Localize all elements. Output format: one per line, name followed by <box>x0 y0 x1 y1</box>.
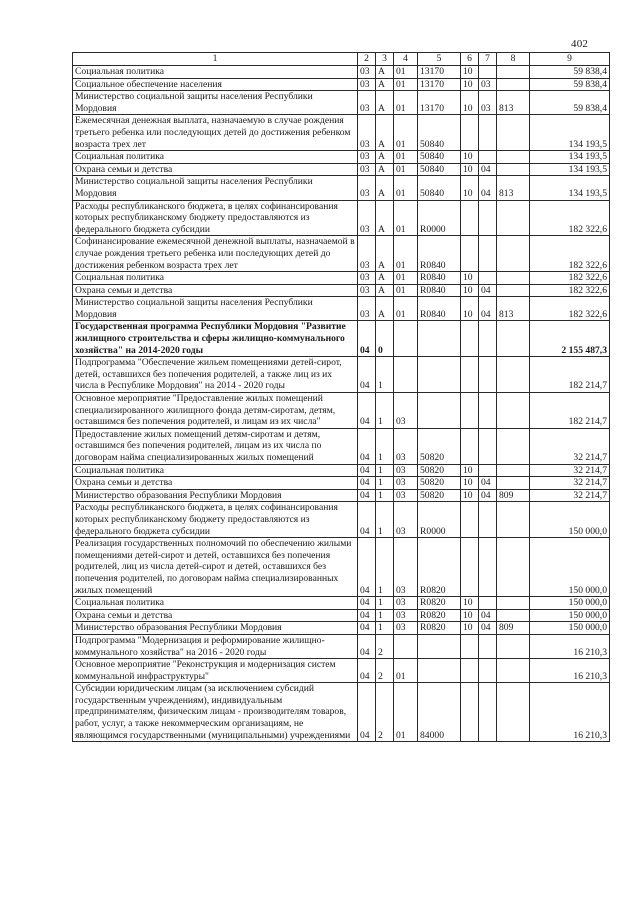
code-cell <box>461 236 479 272</box>
table-row <box>73 200 610 236</box>
code-cell: 04 <box>479 622 497 635</box>
code-cell: 01 <box>394 151 418 164</box>
amount-cell: 59 838,4 <box>530 91 610 115</box>
code-cell: А <box>376 297 394 321</box>
code-cell: 10 <box>461 176 479 200</box>
code-cell: 04 <box>358 321 376 357</box>
code-cell: 10 <box>461 91 479 115</box>
code-cell <box>479 272 497 285</box>
code-cell: А <box>376 66 394 79</box>
row-name-cell: Министерство образования Республики Мордовия <box>73 622 358 635</box>
code-cell: 04 <box>479 489 497 502</box>
amount-cell: 16 210,3 <box>530 634 610 658</box>
column-header: 8 <box>497 53 530 66</box>
row-name-cell: Министерство социальной защиты населения Республики Мордовия <box>73 91 358 115</box>
code-cell: 2 <box>376 634 394 658</box>
amount-cell: 182 214,7 <box>530 357 610 393</box>
code-cell: 03 <box>394 597 418 610</box>
code-cell <box>497 393 530 429</box>
code-cell: R0820 <box>418 622 461 635</box>
code-cell <box>461 357 479 393</box>
code-cell <box>461 683 479 742</box>
row-name-cell: Охрана семьи и детства <box>73 609 358 622</box>
header-row <box>73 53 610 66</box>
code-cell: 10 <box>461 609 479 622</box>
code-cell <box>497 163 530 176</box>
table-row <box>73 393 610 429</box>
amount-cell: 150 000,0 <box>530 538 610 597</box>
code-cell <box>497 634 530 658</box>
code-cell: 03 <box>358 151 376 164</box>
code-cell: 13170 <box>418 66 461 79</box>
amount-cell: 182 322,6 <box>530 200 610 236</box>
table-row <box>73 464 610 477</box>
code-cell: 01 <box>394 659 418 683</box>
code-cell: 50840 <box>418 163 461 176</box>
code-cell: 03 <box>358 176 376 200</box>
code-cell: 03 <box>358 236 376 272</box>
code-cell <box>394 634 418 658</box>
page-number: 402 <box>571 38 589 50</box>
table-row <box>73 477 610 490</box>
code-cell <box>461 321 479 357</box>
code-cell <box>497 683 530 742</box>
table-row <box>73 91 610 115</box>
code-cell: 03 <box>394 538 418 597</box>
code-cell: 03 <box>358 200 376 236</box>
code-cell <box>479 538 497 597</box>
column-header: 6 <box>461 53 479 66</box>
amount-cell: 32 214,7 <box>530 477 610 490</box>
table-header <box>73 53 610 66</box>
column-header: 5 <box>418 53 461 66</box>
code-cell: R0820 <box>418 609 461 622</box>
amount-cell: 150 000,0 <box>530 502 610 538</box>
code-cell: 04 <box>358 464 376 477</box>
amount-cell: 134 193,5 <box>530 176 610 200</box>
code-cell: 01 <box>394 297 418 321</box>
row-name-cell: Ежемесячная денежная выплата, назначаемую в случае рождения третьего ребенка или последующих детей до достижения ребенком возраста трех лет <box>73 115 358 151</box>
code-cell <box>497 464 530 477</box>
budget-table <box>72 52 610 742</box>
row-name-cell: Министерство образования Республики Мордовия <box>73 489 358 502</box>
code-cell <box>479 151 497 164</box>
column-header: 7 <box>479 53 497 66</box>
table-row <box>73 176 610 200</box>
row-name-cell: Государственная программа Республики Мордовия "Развитие жилищного строительства и сферы жилищно-коммунального хозяйства" на 2014-2020 годы <box>73 321 358 357</box>
amount-cell: 32 214,7 <box>530 464 610 477</box>
code-cell: 04 <box>358 659 376 683</box>
code-cell: 50820 <box>418 428 461 464</box>
code-cell: 10 <box>461 163 479 176</box>
amount-cell: 59 838,4 <box>530 78 610 91</box>
code-cell: 01 <box>394 163 418 176</box>
row-name-cell: Охрана семьи и детства <box>73 477 358 490</box>
row-name-cell: Социальное обеспечение населения <box>73 78 358 91</box>
code-cell: 1 <box>376 502 394 538</box>
code-cell <box>479 464 497 477</box>
table-row <box>73 683 610 742</box>
code-cell: 1 <box>376 609 394 622</box>
code-cell <box>479 236 497 272</box>
code-cell <box>479 321 497 357</box>
code-cell <box>479 597 497 610</box>
column-header: 1 <box>73 53 358 66</box>
code-cell: 2 <box>376 683 394 742</box>
row-name-cell: Основное мероприятие "Предоставление жилых помещений специализированного жилищного фонда детям-сиротам, детям, оставшимся без попечения родителей, и лицам из их числа" <box>73 393 358 429</box>
table-row <box>73 622 610 635</box>
table-row <box>73 609 610 622</box>
row-name-cell: Расходы республиканского бюджета, в целях софинансирования которых республиканскому бюджету предоставляются из федерального бюджета субсидии <box>73 200 358 236</box>
code-cell <box>418 357 461 393</box>
code-cell <box>497 151 530 164</box>
code-cell <box>394 321 418 357</box>
table-row <box>73 357 610 393</box>
code-cell <box>497 428 530 464</box>
table-row <box>73 151 610 164</box>
code-cell: 03 <box>358 297 376 321</box>
code-cell <box>497 609 530 622</box>
row-name-cell: Подпрограмма "Модернизация и реформирование жилищно-коммунального хозяйства" на 2016 - 2020 годы <box>73 634 358 658</box>
code-cell <box>497 236 530 272</box>
table-row <box>73 78 610 91</box>
code-cell: 03 <box>358 272 376 285</box>
table-row <box>73 284 610 297</box>
code-cell: 10 <box>461 464 479 477</box>
code-cell: 13170 <box>418 78 461 91</box>
amount-cell: 2 155 487,3 <box>530 321 610 357</box>
code-cell: 50820 <box>418 477 461 490</box>
row-name-cell: Софинансирование ежемесячной денежной выплаты, назначаемой в случае рождения третьего ребенка или последующих детей до достижения ребенком возраста трех лет <box>73 236 358 272</box>
amount-cell: 32 214,7 <box>530 489 610 502</box>
code-cell: 03 <box>394 393 418 429</box>
code-cell: R0840 <box>418 284 461 297</box>
table-row <box>73 597 610 610</box>
code-cell <box>461 115 479 151</box>
code-cell <box>479 393 497 429</box>
row-name-cell: Социальная политика <box>73 66 358 79</box>
code-cell: 03 <box>394 428 418 464</box>
code-cell <box>418 659 461 683</box>
code-cell <box>497 538 530 597</box>
row-name-cell: Охрана семьи и детства <box>73 163 358 176</box>
code-cell: А <box>376 78 394 91</box>
code-cell: 03 <box>394 489 418 502</box>
code-cell: 03 <box>479 78 497 91</box>
code-cell: 03 <box>358 78 376 91</box>
code-cell: А <box>376 91 394 115</box>
code-cell: 1 <box>376 489 394 502</box>
code-cell: А <box>376 272 394 285</box>
code-cell <box>394 357 418 393</box>
code-cell: 01 <box>394 200 418 236</box>
code-cell <box>479 502 497 538</box>
code-cell <box>497 321 530 357</box>
code-cell: 04 <box>358 477 376 490</box>
code-cell: R0840 <box>418 297 461 321</box>
table-row <box>73 659 610 683</box>
code-cell: 04 <box>479 284 497 297</box>
code-cell: 03 <box>394 502 418 538</box>
row-name-cell: Социальная политика <box>73 151 358 164</box>
amount-cell: 32 214,7 <box>530 428 610 464</box>
column-header: 4 <box>394 53 418 66</box>
code-cell <box>461 659 479 683</box>
code-cell <box>479 659 497 683</box>
code-cell: 01 <box>394 272 418 285</box>
table-row <box>73 297 610 321</box>
code-cell: R0000 <box>418 502 461 538</box>
code-cell: 1 <box>376 538 394 597</box>
code-cell: 01 <box>394 176 418 200</box>
code-cell: 04 <box>358 502 376 538</box>
amount-cell: 134 193,5 <box>530 151 610 164</box>
code-cell: 04 <box>358 597 376 610</box>
code-cell: 04 <box>479 609 497 622</box>
code-cell <box>461 428 479 464</box>
code-cell <box>479 634 497 658</box>
table-row <box>73 66 610 79</box>
code-cell: А <box>376 151 394 164</box>
amount-cell: 182 322,6 <box>530 297 610 321</box>
code-cell <box>479 66 497 79</box>
code-cell: А <box>376 176 394 200</box>
code-cell: 03 <box>394 622 418 635</box>
code-cell: 0 <box>376 321 394 357</box>
row-name-cell: Основное мероприятие "Реконструкция и модернизация систем коммунальной инфраструктуры" <box>73 659 358 683</box>
code-cell: 04 <box>479 297 497 321</box>
code-cell: 04 <box>479 477 497 490</box>
code-cell: 84000 <box>418 683 461 742</box>
row-name-cell: Министерство социальной защиты населения Республики Мордовия <box>73 176 358 200</box>
code-cell <box>479 357 497 393</box>
code-cell <box>461 200 479 236</box>
code-cell: 1 <box>376 464 394 477</box>
row-name-cell: Предоставление жилых помещений детям-сиротам и детям, оставшимся без попечения родителей, лицам из их числа по договорам найма специализированных жилых помещений <box>73 428 358 464</box>
code-cell: 04 <box>358 634 376 658</box>
code-cell <box>461 538 479 597</box>
row-name-cell: Социальная политика <box>73 464 358 477</box>
code-cell <box>497 659 530 683</box>
table-row <box>73 163 610 176</box>
code-cell: 50840 <box>418 176 461 200</box>
code-cell <box>461 634 479 658</box>
amount-cell: 182 322,6 <box>530 236 610 272</box>
code-cell: 01 <box>394 66 418 79</box>
code-cell: R0840 <box>418 236 461 272</box>
amount-cell: 182 322,6 <box>530 272 610 285</box>
code-cell: 809 <box>497 489 530 502</box>
amount-cell: 150 000,0 <box>530 609 610 622</box>
amount-cell: 16 210,3 <box>530 683 610 742</box>
code-cell: А <box>376 200 394 236</box>
code-cell: А <box>376 284 394 297</box>
code-cell: 01 <box>394 236 418 272</box>
code-cell: 10 <box>461 151 479 164</box>
code-cell: 813 <box>497 91 530 115</box>
code-cell: А <box>376 115 394 151</box>
code-cell: 10 <box>461 284 479 297</box>
code-cell: R0000 <box>418 200 461 236</box>
code-cell: 813 <box>497 176 530 200</box>
code-cell: 813 <box>497 297 530 321</box>
code-cell: 10 <box>461 597 479 610</box>
code-cell: 10 <box>461 477 479 490</box>
code-cell: 04 <box>358 489 376 502</box>
code-cell <box>479 115 497 151</box>
code-cell <box>497 66 530 79</box>
column-header: 2 <box>358 53 376 66</box>
code-cell: 03 <box>358 284 376 297</box>
code-cell: R0820 <box>418 538 461 597</box>
code-cell <box>497 477 530 490</box>
table-row <box>73 428 610 464</box>
code-cell: А <box>376 163 394 176</box>
row-name-cell: Реализация государственных полномочий по обеспечению жилыми помещениями детей-сирот и детей, оставшихся без попечения родителей, лиц из числа детей-сирот и детей, оставшихся без попечения родителей, по договорам найма специализированных жилых помещений <box>73 538 358 597</box>
table-row <box>73 502 610 538</box>
table-row <box>73 272 610 285</box>
row-name-cell: Охрана семьи и детства <box>73 284 358 297</box>
code-cell <box>479 428 497 464</box>
code-cell: 04 <box>358 622 376 635</box>
code-cell: 50840 <box>418 151 461 164</box>
code-cell: А <box>376 236 394 272</box>
code-cell: 1 <box>376 597 394 610</box>
code-cell: 10 <box>461 489 479 502</box>
row-name-cell: Социальная политика <box>73 597 358 610</box>
code-cell: 03 <box>394 477 418 490</box>
code-cell <box>497 272 530 285</box>
code-cell <box>497 597 530 610</box>
code-cell: 03 <box>358 66 376 79</box>
code-cell: 10 <box>461 297 479 321</box>
code-cell: 01 <box>394 115 418 151</box>
code-cell: 04 <box>358 609 376 622</box>
table-row <box>73 115 610 151</box>
table-row <box>73 634 610 658</box>
amount-cell: 182 214,7 <box>530 393 610 429</box>
code-cell: 04 <box>358 357 376 393</box>
code-cell <box>497 78 530 91</box>
code-cell: 10 <box>461 78 479 91</box>
code-cell <box>497 284 530 297</box>
code-cell <box>461 393 479 429</box>
code-cell: 03 <box>479 91 497 115</box>
code-cell: 01 <box>394 683 418 742</box>
code-cell <box>461 502 479 538</box>
row-name-cell: Подпрограмма "Обеспечение жильем помещениями детей-сирот, детей, оставшихся без попечения родителей, а также лиц из их числа в Республике Мордовия" на 2014 - 2020 годы <box>73 357 358 393</box>
code-cell: 1 <box>376 428 394 464</box>
table-row <box>73 489 610 502</box>
row-name-cell: Субсидии юридическим лицам (за исключением субсидий государственным учреждениям), индивидуальным предпринимателям, физическим лицам - производителям товаров, работ, услуг, а также некоммерческим организациям, не являющимся государственными (муниципальными) учреждениями <box>73 683 358 742</box>
code-cell: 04 <box>479 163 497 176</box>
code-cell: 04 <box>358 428 376 464</box>
table-row <box>73 236 610 272</box>
code-cell <box>479 683 497 742</box>
code-cell: 03 <box>358 115 376 151</box>
code-cell: 1 <box>376 477 394 490</box>
code-cell: 50820 <box>418 489 461 502</box>
code-cell: 03 <box>394 609 418 622</box>
code-cell: 13170 <box>418 91 461 115</box>
column-header: 9 <box>530 53 610 66</box>
code-cell: 04 <box>358 393 376 429</box>
code-cell: 01 <box>394 78 418 91</box>
code-cell: 01 <box>394 91 418 115</box>
code-cell: 01 <box>394 284 418 297</box>
code-cell: 10 <box>461 66 479 79</box>
code-cell <box>418 393 461 429</box>
code-cell <box>497 115 530 151</box>
code-cell: 50820 <box>418 464 461 477</box>
code-cell: 04 <box>358 538 376 597</box>
code-cell: 04 <box>479 176 497 200</box>
code-cell <box>497 200 530 236</box>
row-name-cell: Социальная политика <box>73 272 358 285</box>
amount-cell: 182 322,6 <box>530 284 610 297</box>
row-name-cell: Расходы республиканского бюджета, в целях софинансирования которых республиканскому бюджету предоставляются из федерального бюджета субсидии <box>73 502 358 538</box>
table-row <box>73 538 610 597</box>
code-cell: 2 <box>376 659 394 683</box>
amount-cell: 59 838,4 <box>530 66 610 79</box>
code-cell: 1 <box>376 393 394 429</box>
amount-cell: 134 193,5 <box>530 115 610 151</box>
code-cell <box>497 357 530 393</box>
code-cell <box>497 502 530 538</box>
code-cell: R0820 <box>418 597 461 610</box>
code-cell: 03 <box>358 91 376 115</box>
code-cell <box>418 634 461 658</box>
code-cell: R0840 <box>418 272 461 285</box>
code-cell: 10 <box>461 272 479 285</box>
table-body <box>73 66 610 742</box>
column-header: 3 <box>376 53 394 66</box>
code-cell: 04 <box>358 683 376 742</box>
amount-cell: 150 000,0 <box>530 622 610 635</box>
code-cell <box>479 200 497 236</box>
code-cell <box>418 321 461 357</box>
code-cell: 1 <box>376 357 394 393</box>
amount-cell: 16 210,3 <box>530 659 610 683</box>
amount-cell: 150 000,0 <box>530 597 610 610</box>
code-cell: 03 <box>394 464 418 477</box>
row-name-cell: Министерство социальной защиты населения Республики Мордовия <box>73 297 358 321</box>
amount-cell: 134 193,5 <box>530 163 610 176</box>
code-cell: 809 <box>497 622 530 635</box>
table-row <box>73 321 610 357</box>
code-cell: 1 <box>376 622 394 635</box>
code-cell: 50840 <box>418 115 461 151</box>
code-cell: 03 <box>358 163 376 176</box>
code-cell: 10 <box>461 622 479 635</box>
